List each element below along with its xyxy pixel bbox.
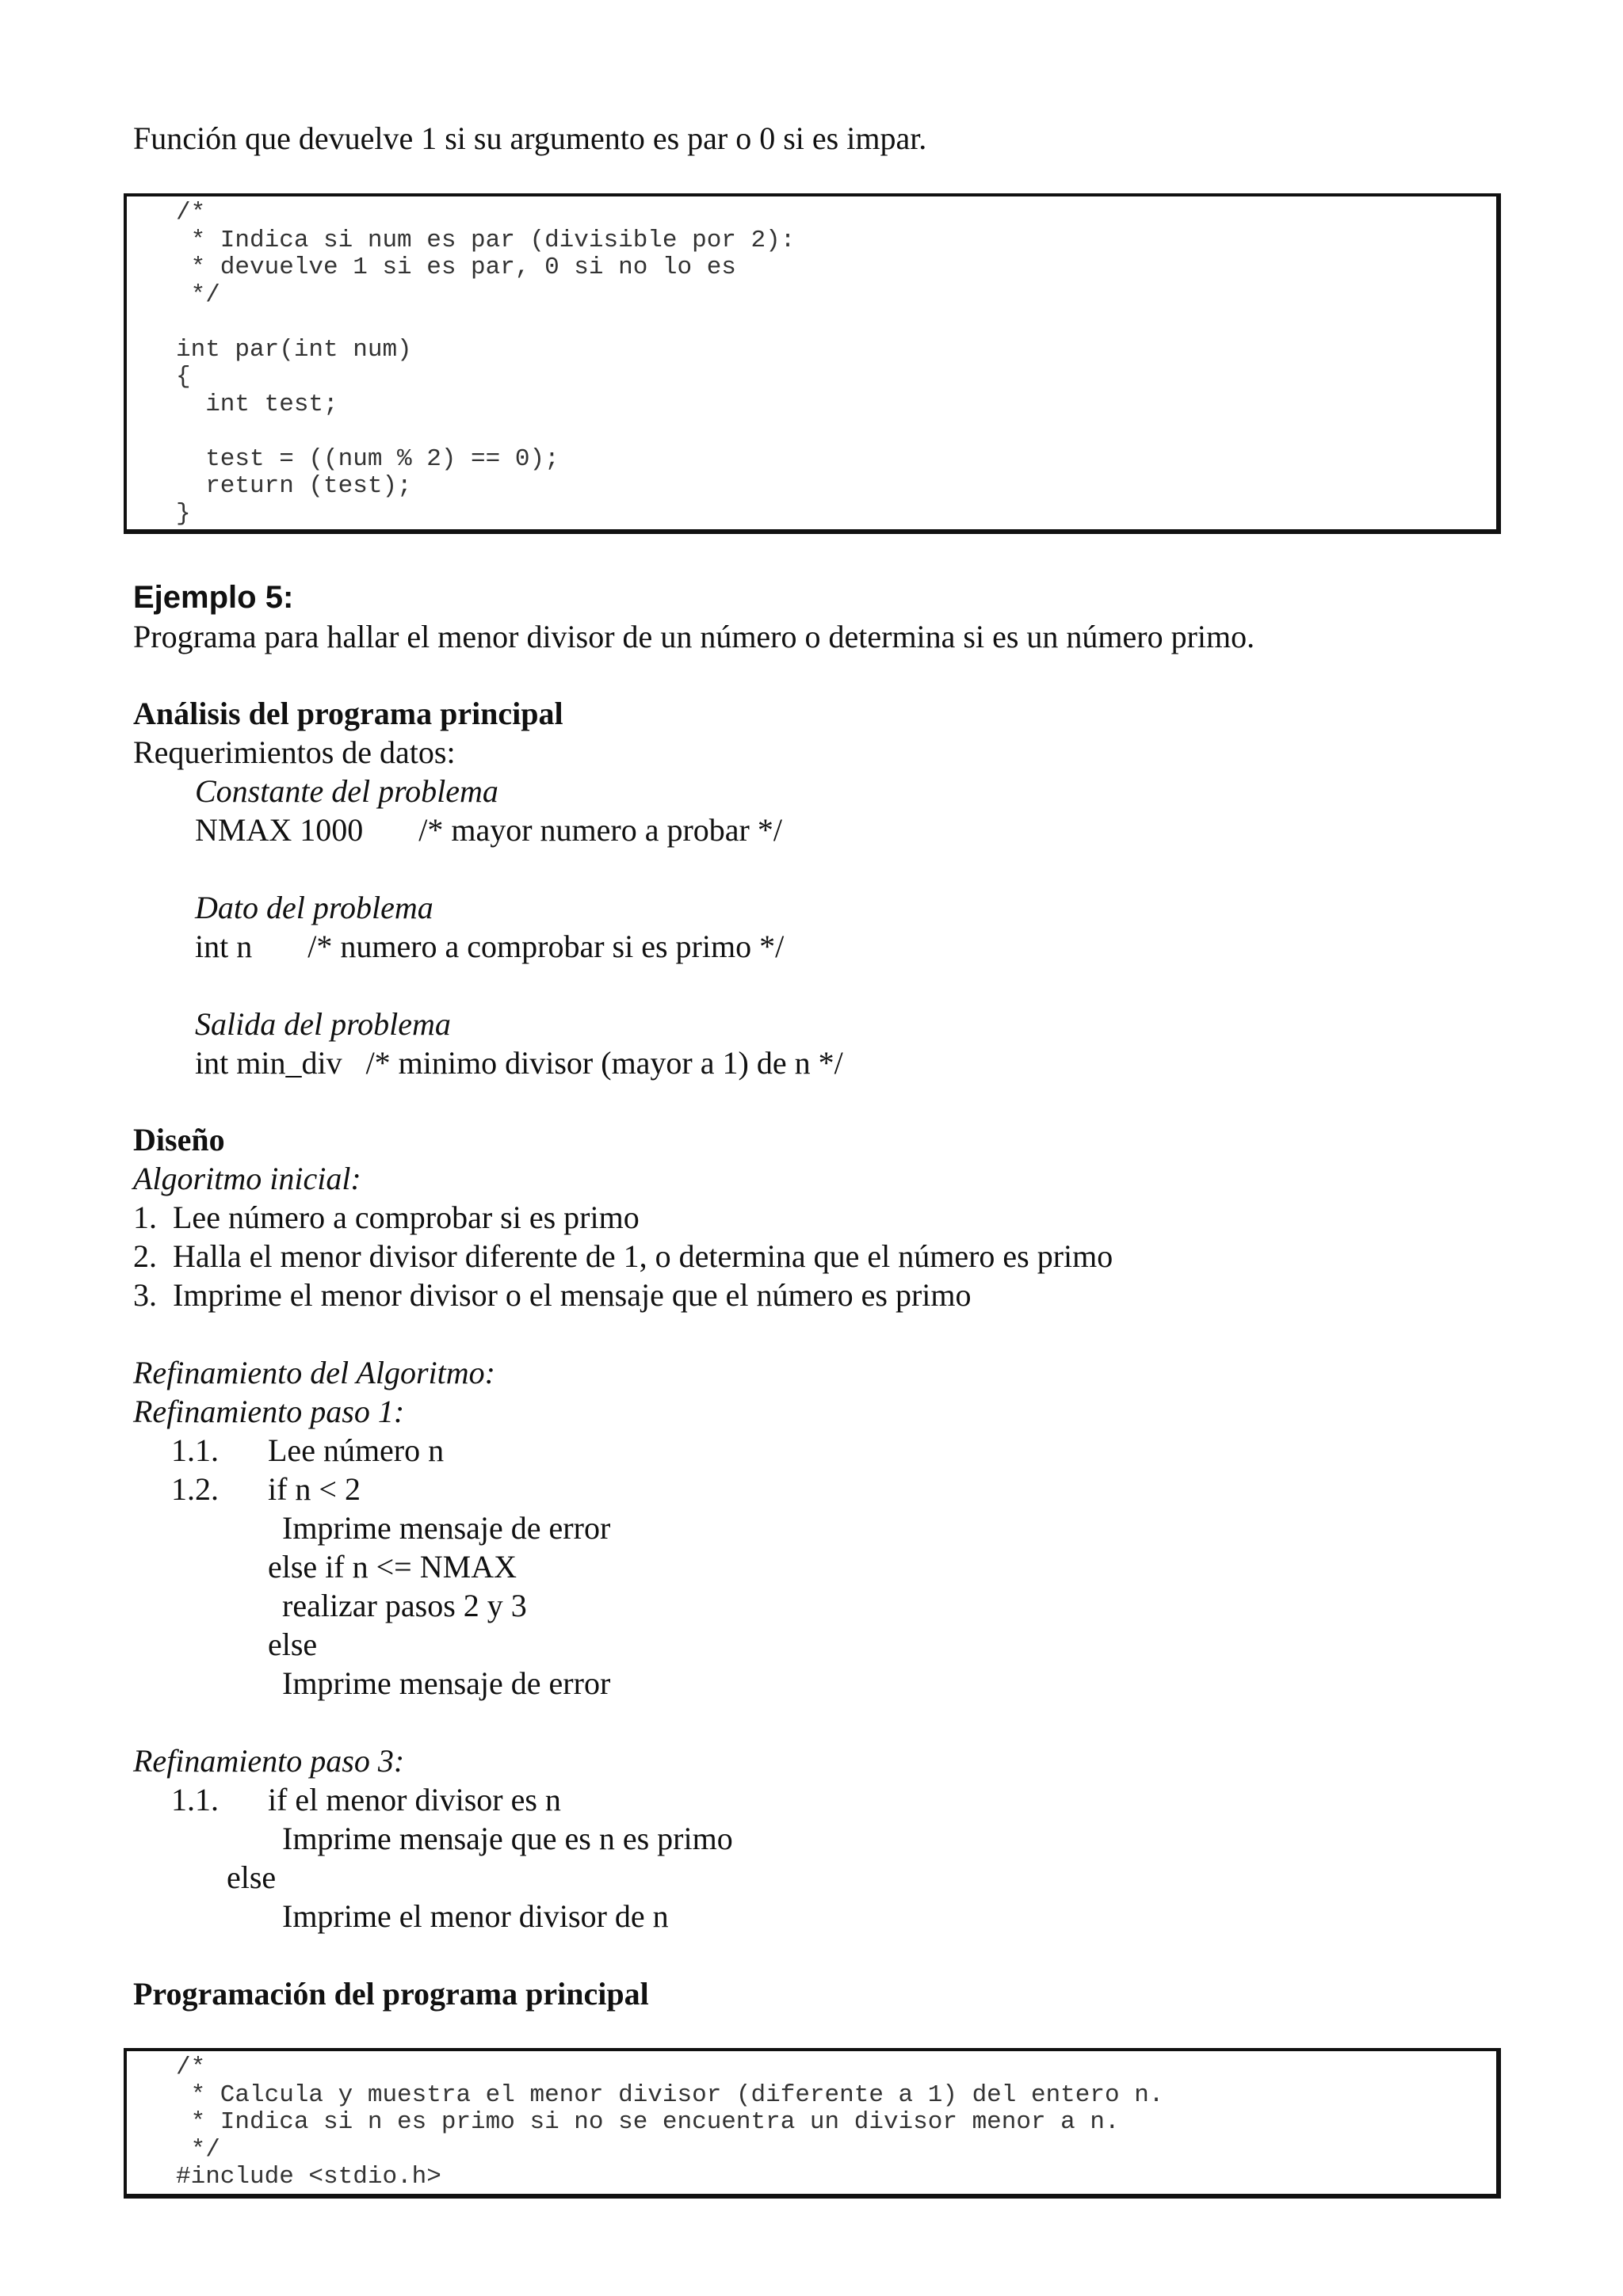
code-box-par-function [124, 193, 1501, 534]
example-heading: Ejemplo 5: [133, 580, 294, 615]
code-box-main-program [124, 2048, 1501, 2199]
data-label: Dato del problema [195, 890, 433, 925]
constant-value: NMAX 1000 /* mayor numero a probar */ [195, 812, 782, 848]
constant-label: Constante del problema [195, 773, 498, 809]
code-listing [127, 2051, 1496, 2191]
code-line: { [176, 363, 191, 391]
code-line: * Indica si n es primo si no se encuentra un divisor menor a n. [176, 2108, 1120, 2136]
refinement-step3-label: Refinamiento paso 3: [133, 1743, 405, 1779]
step3-line: Imprime el menor divisor de n [282, 1898, 669, 1934]
code-line: } [176, 499, 191, 528]
code-line: */ [176, 2135, 220, 2164]
data-value: int n /* numero a comprobar si es primo */ [195, 929, 785, 964]
code-line: * Indica si num es par (divisible por 2): [176, 226, 796, 254]
design-title: Diseño [133, 1122, 225, 1158]
analysis-title: Análisis del programa principal [133, 696, 563, 731]
step3-number-1: 1.1. [171, 1782, 219, 1817]
step1-line: else [268, 1627, 318, 1662]
output-value: int min_div /* minimo divisor (mayor a 1) de n */ [195, 1045, 843, 1081]
output-label: Salida del problema [195, 1006, 451, 1042]
step3-line: if el menor divisor es n [268, 1782, 561, 1817]
step1-number-2: 1.2. [171, 1471, 219, 1507]
step1-number-1: 1.1. [171, 1432, 219, 1468]
programming-title: Programación del programa principal [133, 1976, 649, 2012]
initial-step-3: 3. Imprime el menor divisor o el mensaje que el número es primo [133, 1277, 972, 1313]
refinement-label: Refinamiento del Algoritmo: [133, 1355, 495, 1390]
example-description: Programa para hallar el menor divisor de un número o determina si es un número primo. [133, 619, 1255, 654]
code-line [176, 309, 1496, 337]
initial-step-1: 1. Lee número a comprobar si es primo [133, 1199, 640, 1235]
requirements-label: Requerimientos de datos: [133, 734, 456, 770]
code-listing [127, 196, 1496, 528]
code-line: int par(int num) [176, 335, 412, 364]
step1-line: realizar pasos 2 y 3 [282, 1588, 527, 1623]
step1-line: else if n <= NMAX [268, 1549, 517, 1585]
code-line: #include <stdio.h> [176, 2163, 441, 2191]
step1-line: Imprime mensaje de error [282, 1510, 611, 1546]
initial-step-2: 2. Halla el menor divisor diferente de 1, o determina que el número es primo [133, 1238, 1113, 1274]
step1-line: Lee número n [268, 1432, 445, 1468]
initial-algorithm-label: Algoritmo inicial: [133, 1161, 361, 1196]
refinement-step1-label: Refinamiento paso 1: [133, 1394, 405, 1429]
code-line [176, 418, 1496, 446]
step1-line: if n < 2 [268, 1471, 361, 1507]
code-line: * devuelve 1 si es par, 0 si no lo es [176, 254, 736, 281]
code-line: int test; [176, 390, 338, 418]
code-line: /* [176, 2054, 206, 2081]
step3-line: else [227, 1859, 277, 1895]
code-line: /* [176, 199, 206, 227]
step1-line: Imprime mensaje de error [282, 1665, 611, 1701]
step3-line: Imprime mensaje que es n es primo [282, 1821, 733, 1856]
intro-text: Función que devuelve 1 si su argumento es par o 0 si es impar. [133, 120, 927, 156]
code-line: * Calcula y muestra el menor divisor (diferente a 1) del entero n. [176, 2081, 1164, 2109]
code-line: return (test); [176, 472, 412, 500]
code-line: test = ((num % 2) == 0); [176, 444, 559, 473]
code-line: */ [176, 280, 220, 309]
